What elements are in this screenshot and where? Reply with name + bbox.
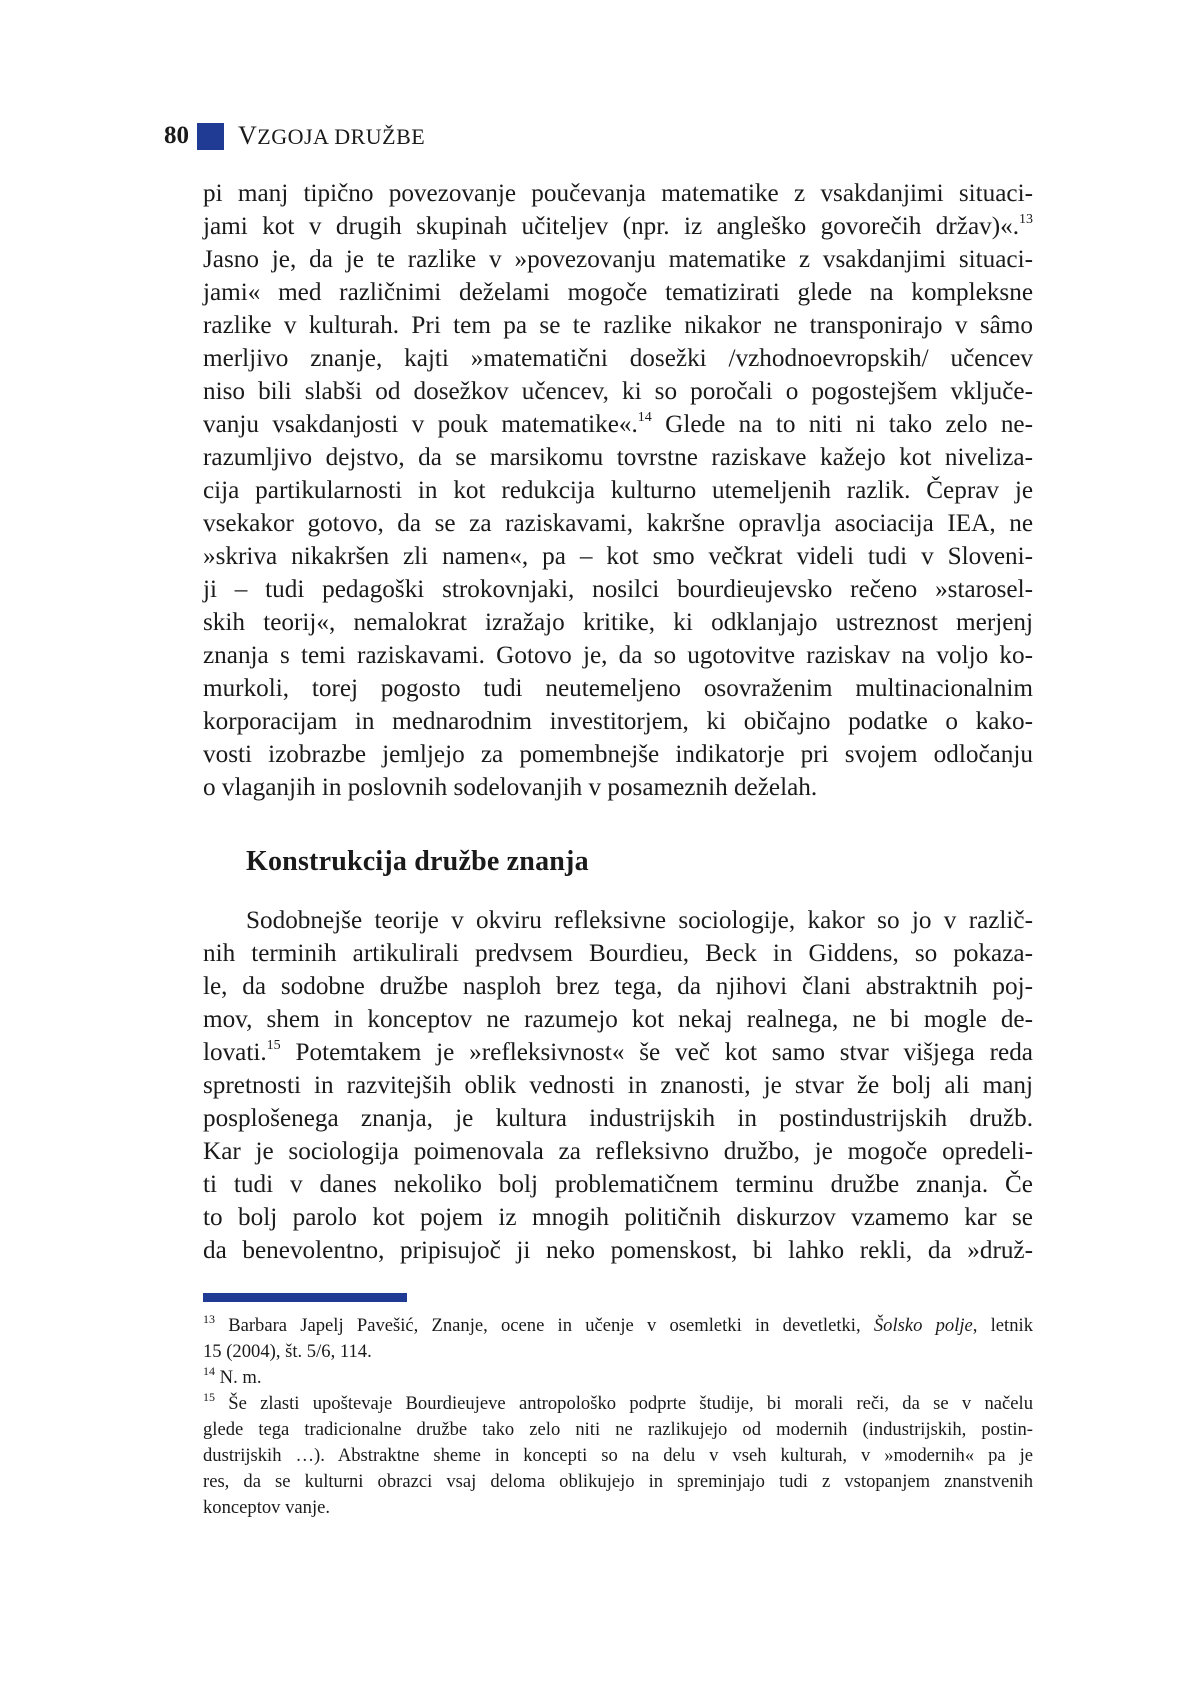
paragraph-1 <box>203 177 1033 804</box>
text-line: vsekakor gotovo, da se za raziskavami, kakršne opravlja asociacija IEA, ne <box>203 510 1033 537</box>
text-line: Sodobnejše teorije v okviru refleksivne sociologije, kakor so jo v različ- <box>246 907 1033 934</box>
text-line: spretnosti in razvitejših oblik vednosti in znanosti, je stvar že bolj ali manj <box>203 1072 1033 1099</box>
text-line: ji – tudi pedagoški strokovnjaki, nosilci bourdieujevsko rečeno »starosel- <box>203 576 1033 603</box>
footnote-ref-15[interactable]: 15 <box>266 1038 281 1053</box>
text-line: merljivo znanje, kajti »matematični dosežki /vzhodnoevropskih/ učencev <box>203 345 1033 372</box>
running-title: VZGOJA DRUŽBE <box>238 121 426 150</box>
footnote-ref-14[interactable]: 14 <box>637 410 652 425</box>
text-line: Kar je sociologija poimenovala za refleksivno družbo, je mogoče opredeli- <box>203 1138 1033 1165</box>
footnote-15-line: res, da se kulturni obrazci vsaj deloma oblikujejo in spreminjajo tudi z vstopanjem znanstvenih <box>203 1471 1033 1492</box>
text-line: cija partikularnosti in kot redukcija kulturno utemeljenih razlik. Čeprav je <box>203 477 1033 504</box>
text-line: pi manj tipično povezovanje poučevanja matematike z vsakdanjimi situaci- <box>203 180 1033 207</box>
text-line: jami kot v drugih skupinah učiteljev (npr. iz angleško govorečih držav)«.$^{13}$ <box>203 212 1033 240</box>
footnote-15-line: glede tega tradicionalne družbe tako zelo niti ne razlikujejo od modernih (industrijskih, postin- <box>203 1419 1033 1440</box>
text-line: Jasno je, da je te razlike v »povezovanju matematike z vsakdanjimi situaci- <box>203 246 1033 273</box>
footnote-15-line: konceptov vanje. <box>203 1497 331 1518</box>
text-line: posplošenega znanja, je kultura industrijskih in postindustrijskih družb. <box>203 1105 1033 1132</box>
text-line: nih terminih artikulirali predvsem Bourdieu, Beck in Giddens, so pokaza- <box>203 940 1033 967</box>
section-heading: Konstrukcija družbe znanja <box>246 846 589 877</box>
text-line: vosti izobrazbe jemljejo za pomembnejše indikatorje pri svojem odločanju <box>203 741 1033 768</box>
text-line: mov, shem in konceptov ne razumejo kot nekaj realnega, ne bi mogle de- <box>203 1006 1033 1033</box>
footnote-15-line: dustrijskih …). Abstraktne sheme in koncepti so na delu v vseh kulturah, v »modernih« pa je <box>203 1445 1033 1466</box>
text-line: razlike v kulturah. Pri tem pa se te razlike nikakor ne transponirajo v sâmo <box>203 312 1033 339</box>
page-number: 80 <box>164 122 189 149</box>
text-line: to bolj parolo kot pojem iz mnogih političnih diskurzov vzamemo kar se <box>203 1204 1033 1231</box>
header-square-mark <box>197 123 224 150</box>
text-line: razumljivo dejstvo, da se marsikomu tovrstne raziskave kažejo kot niveliza- <box>203 444 1033 471</box>
text-line: jami« med različnimi deželami mogoče tematizirati glede na kompleksne <box>203 279 1033 306</box>
footnote-ref-13[interactable]: 13 <box>1019 212 1033 227</box>
footnote-13: $^{13}$ Barbara Japelj Pavešić, Znanje, ocene in učenje v osemletki in devetletki, Šolsko polje, letnik <box>203 1312 1033 1336</box>
text-line: skih teorij«, nemalokrat izražajo kritike, ki odklanjajo ustreznost merjenj <box>203 609 1033 636</box>
paragraph-2 <box>203 904 1033 1267</box>
text-line: »skriva nikakršen zli namen«, pa – kot smo večkrat videli tudi v Sloveni- <box>203 543 1033 570</box>
footnote-14: $^{14}$ N. m. <box>203 1364 262 1388</box>
footnote-separator <box>203 1293 407 1302</box>
footnotes <box>203 1313 1033 1521</box>
text-line: lovati.$^{15}$ Potemtakem je »refleksivnost« še več kot samo stvar višjega reda <box>203 1038 1033 1066</box>
text-line: o vlaganjih in poslovnih sodelovanjih v posameznih deželah. <box>203 774 818 801</box>
text-line: murkoli, torej pogosto tudi neutemeljeno osovraženim multinacionalnim <box>203 675 1033 702</box>
text-line: vanju vsakdanjosti v pouk matematike«.$^{14}$ Glede na to niti ni tako zelo ne- <box>203 410 1033 438</box>
text-line: ti tudi v danes nekoliko bolj problematičnem terminu družbe znanja. Če <box>203 1171 1033 1198</box>
text-line: le, da sodobne družbe nasploh brez tega, da njihovi člani abstraktnih poj- <box>203 973 1033 1000</box>
text-line: niso bili slabši od dosežkov učencev, ki so poročali o pogostejšem vključe- <box>203 378 1033 405</box>
text-line: znanja s temi raziskavami. Gotovo je, da so ugotovitve raziskav na voljo ko- <box>203 642 1033 669</box>
footnote-15: $^{15}$ Še zlasti upoštevaje Bourdieujeve antropološko podprte študije, bi morali reči, da se v načelu <box>203 1390 1033 1414</box>
running-header <box>164 119 425 153</box>
text-line: korporacijam in mednarodnim investitorjem, ki običajno podatke o kako- <box>203 708 1033 735</box>
footnote-13-cont: 15 (2004), št. 5/6, 114. <box>203 1341 372 1362</box>
text-line: da benevolentno, pripisujoč ji neko pomenskost, bi lahko rekli, da »druž- <box>203 1237 1033 1264</box>
